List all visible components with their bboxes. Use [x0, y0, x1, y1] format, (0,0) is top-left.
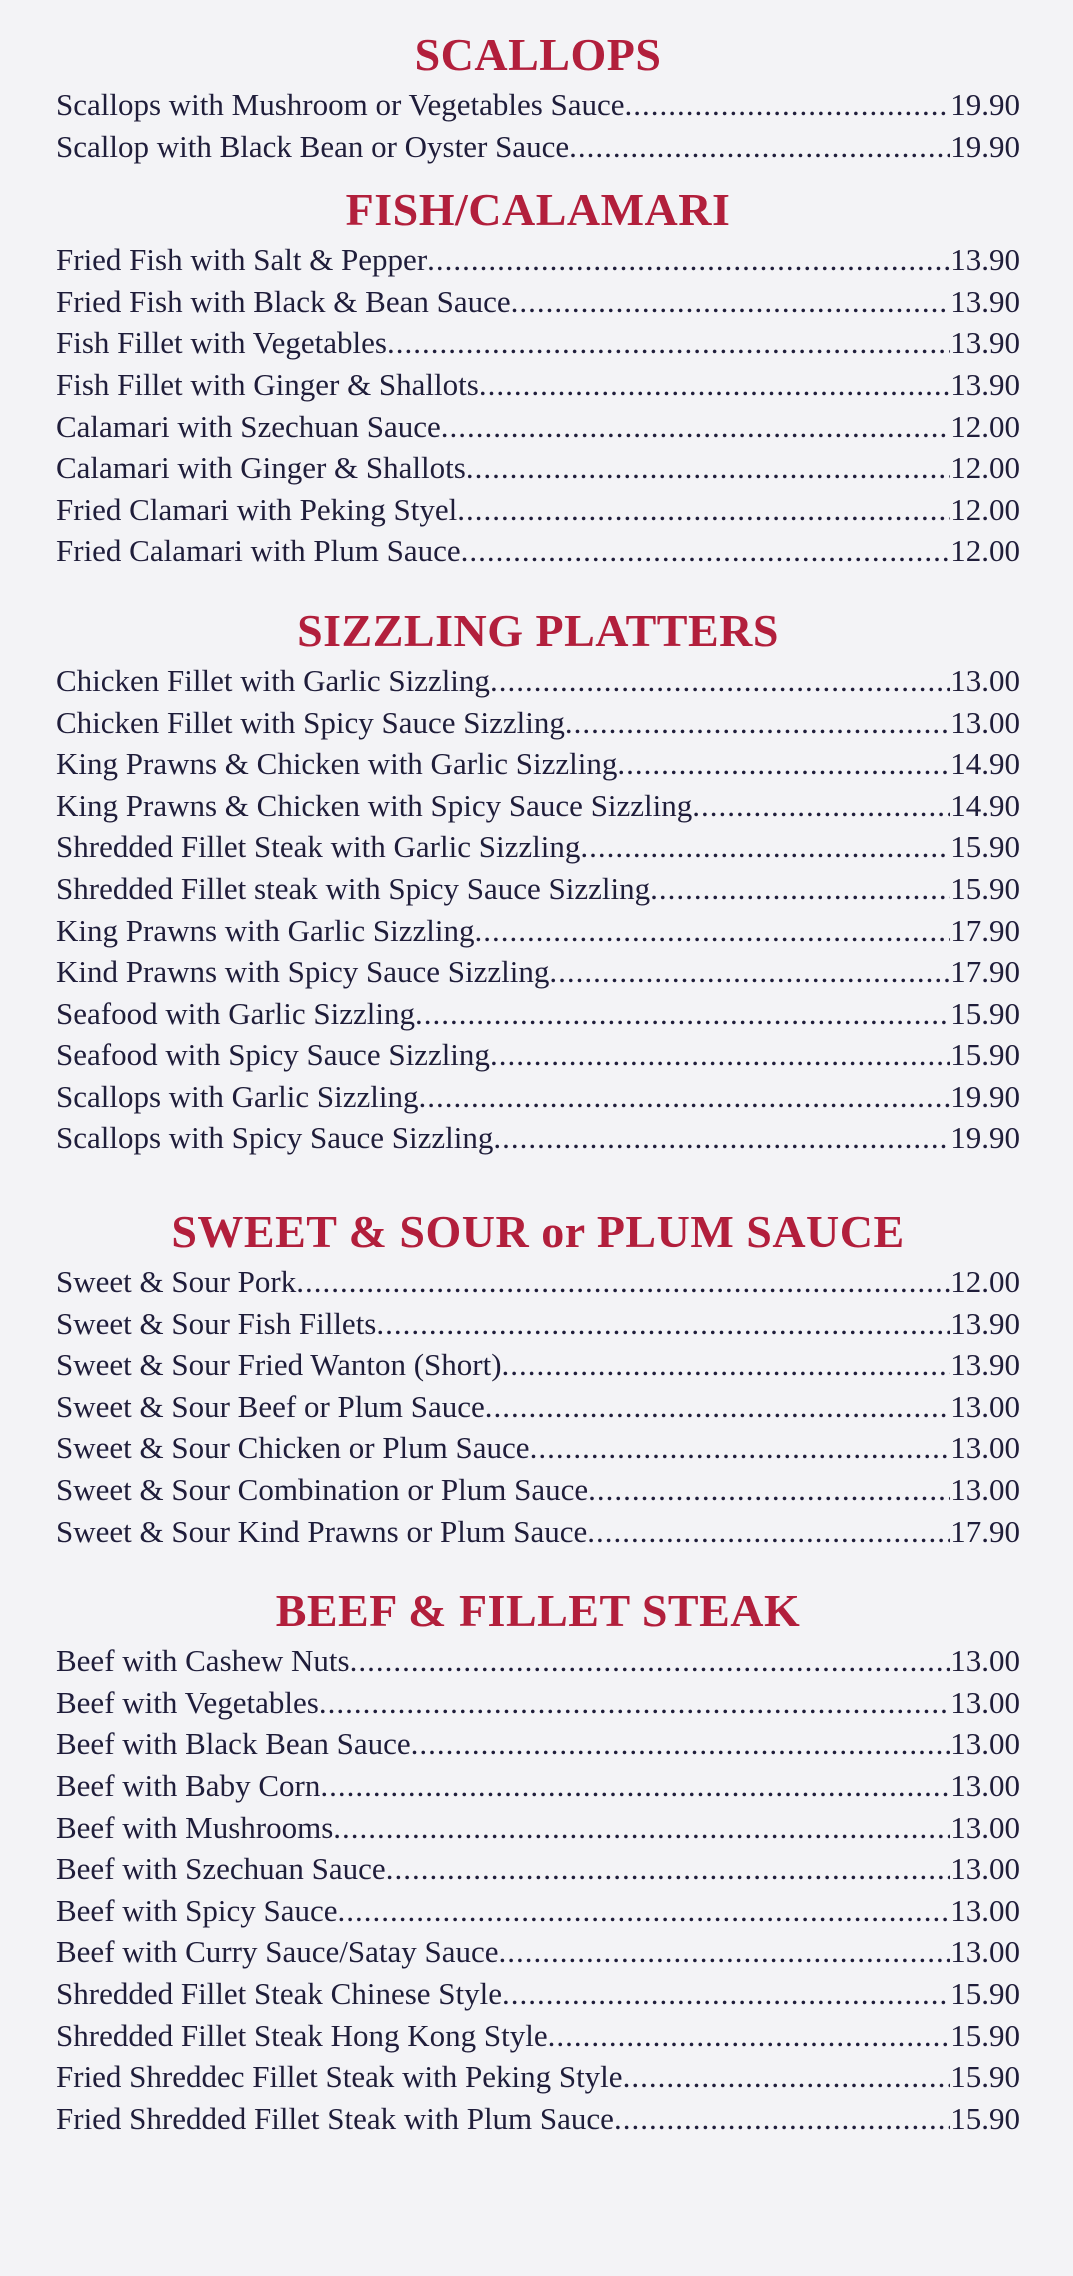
item-price: 19.90 — [950, 1078, 1020, 1114]
item-name: Chicken Fillet with Spicy Sauce Sizzling — [56, 704, 565, 740]
item-name: Fried Fish with Black & Bean Sauce — [56, 283, 511, 319]
dot-leader — [650, 868, 950, 910]
item-name: Scallops with Spicy Sauce Sizzling — [56, 1120, 494, 1156]
item-price: 19.90 — [950, 87, 1020, 122]
section-gap — [56, 167, 1020, 181]
menu-item — [56, 1973, 1020, 2015]
item-price: 13.00 — [950, 1726, 1020, 1762]
section-title: SCALLOPS — [414, 29, 662, 80]
item-name: Fried Calamari with Plum Sauce — [56, 533, 461, 569]
menu-item — [56, 364, 1020, 406]
menu-item — [56, 743, 1020, 785]
item-price: 13.90 — [950, 366, 1020, 402]
item-price: 13.00 — [950, 662, 1020, 698]
dot-leader — [320, 1765, 950, 1807]
dot-leader — [569, 126, 950, 168]
item-name: King Prawns & Chicken with Garlic Sizzling — [56, 746, 618, 782]
menu-item — [56, 785, 1020, 827]
dot-leader — [411, 1723, 951, 1765]
item-name: Beef with Baby Corn — [56, 1768, 321, 1803]
menu-item — [56, 2015, 1020, 2057]
item-name: Fried Shreddec Fillet Steak with Peking Style — [56, 2059, 623, 2095]
item-price: 13.90 — [950, 283, 1020, 319]
item-price: 15.90 — [950, 2017, 1020, 2053]
item-list — [56, 1640, 1020, 2139]
dot-leader — [617, 743, 950, 785]
item-name: Seafood with Garlic Sizzling — [56, 995, 415, 1031]
menu-item — [56, 1640, 1020, 1682]
item-name: Calamari with Szechuan Sauce — [56, 408, 441, 444]
dot-leader — [580, 826, 950, 868]
item-name: Shredded Fillet Steak Hong Kong Style — [56, 2017, 548, 2053]
item-name: Chicken Fillet with Garlic Sizzling — [56, 662, 490, 698]
item-name: Fried Clamari with Peking Styel — [56, 491, 458, 527]
item-price: 13.00 — [950, 704, 1020, 740]
dot-leader — [623, 2056, 951, 2098]
menu-item — [56, 2056, 1020, 2098]
menu-item — [56, 1511, 1020, 1553]
item-name: Sweet & Sour Kind Prawns or Plum Sauce — [56, 1513, 588, 1549]
item-price: 13.00 — [950, 1430, 1020, 1466]
item-name: Kind Prawns with Spicy Sauce Sizzling — [56, 954, 550, 990]
menu-item — [56, 447, 1020, 489]
item-name: Sweet & Sour Fish Fillets — [56, 1305, 377, 1341]
item-name: King Prawns with Garlic Sizzling — [56, 912, 475, 948]
menu-item — [56, 951, 1020, 993]
dot-leader — [502, 1973, 950, 2015]
dot-leader — [498, 1931, 950, 1973]
item-name: Scallop with Black Bean or Oyster Sauce — [56, 128, 570, 164]
menu-item — [56, 239, 1020, 281]
item-price: 12.00 — [950, 491, 1020, 527]
item-name: Beef with Cashew Nuts — [56, 1643, 350, 1679]
item-price: 12.00 — [950, 450, 1020, 486]
dot-leader — [614, 2098, 950, 2140]
menu-item — [56, 2098, 1020, 2140]
item-price: 17.90 — [950, 954, 1020, 990]
dot-leader — [485, 1386, 950, 1428]
dot-leader — [490, 1034, 950, 1076]
item-price: 12.00 — [950, 533, 1020, 569]
item-name: Beef with Szechuan Sauce — [56, 1851, 386, 1887]
menu-item — [56, 826, 1020, 868]
item-price: 14.90 — [950, 787, 1020, 823]
menu-item — [56, 1303, 1020, 1345]
menu-item — [56, 702, 1020, 744]
dot-leader — [418, 1076, 950, 1118]
item-price: 15.90 — [950, 829, 1020, 865]
item-price: 14.90 — [950, 746, 1020, 782]
item-name: Shredded Fillet Steak with Garlic Sizzling — [56, 829, 581, 865]
menu-item — [56, 910, 1020, 952]
menu-item — [56, 406, 1020, 448]
menu-item — [56, 1723, 1020, 1765]
item-name: Beef with Spicy Sauce — [56, 1892, 338, 1928]
dot-leader — [461, 530, 951, 572]
item-name: Fish Fillet with Vegetables — [56, 325, 387, 361]
item-name: Shredded Fillet Steak Chinese Style — [56, 1975, 503, 2011]
item-price: 17.90 — [950, 912, 1020, 948]
menu-item — [56, 322, 1020, 364]
item-price: 13.00 — [950, 1388, 1020, 1424]
dot-leader — [474, 910, 950, 952]
dot-leader — [415, 993, 950, 1035]
menu-item — [56, 1765, 1020, 1807]
section-gap — [56, 572, 1020, 602]
item-name: Shredded Fillet steak with Spicy Sauce Sizzling — [56, 870, 651, 906]
item-price: 13.90 — [950, 1305, 1020, 1341]
item-price: 12.00 — [950, 1264, 1020, 1300]
dot-leader — [376, 1303, 950, 1345]
menu-item — [56, 1807, 1020, 1849]
item-price: 13.00 — [950, 1643, 1020, 1679]
menu-item — [56, 84, 1020, 126]
dot-leader — [692, 785, 950, 827]
menu-item — [56, 1682, 1020, 1724]
menu-item — [56, 1344, 1020, 1386]
dot-leader — [479, 364, 950, 406]
item-name: Beef with Curry Sauce/Satay Sauce — [56, 1934, 499, 1970]
item-price: 15.90 — [950, 1037, 1020, 1073]
dot-leader — [511, 281, 951, 323]
dot-leader — [565, 702, 950, 744]
dot-leader — [427, 239, 950, 281]
item-name: Seafood with Spicy Sauce Sizzling — [56, 1037, 490, 1073]
item-list — [56, 1261, 1020, 1552]
item-price: 19.90 — [950, 128, 1020, 164]
item-name: Fish Fillet with Ginger & Shallots — [56, 366, 479, 402]
section-fish-calamari — [56, 181, 1020, 572]
dot-leader — [548, 2015, 951, 2057]
menu-item — [56, 126, 1020, 168]
item-name: Scallops with Garlic Sizzling — [56, 1078, 419, 1114]
menu-item — [56, 1931, 1020, 1973]
item-name: Sweet & Sour Combination or Plum Sauce — [56, 1472, 589, 1508]
menu-item — [56, 530, 1020, 572]
menu-item — [56, 1261, 1020, 1303]
menu-item — [56, 1386, 1020, 1428]
item-name: King Prawns & Chicken with Spicy Sauce Sizzling — [56, 787, 693, 823]
section-sweet-sour — [56, 1203, 1020, 1552]
item-price: 13.90 — [950, 1347, 1020, 1383]
item-name: Sweet & Sour Pork — [56, 1264, 297, 1300]
section-gap — [56, 1552, 1020, 1582]
section-beef-fillet-steak — [56, 1582, 1020, 2139]
section-sizzling-platters — [56, 602, 1020, 1159]
item-price: 15.90 — [950, 870, 1020, 906]
dot-leader — [387, 322, 950, 364]
menu-item — [56, 489, 1020, 531]
menu-item — [56, 1034, 1020, 1076]
item-name: Scallops with Mushroom or Vegetables Sauce — [56, 87, 625, 122]
dot-leader — [457, 489, 950, 531]
section-scallops — [56, 26, 1020, 167]
dot-leader — [466, 447, 950, 489]
section-title: BEEF & FILLET STEAK — [275, 1585, 801, 1637]
dot-leader — [490, 660, 950, 702]
item-price: 12.00 — [950, 408, 1020, 444]
menu-item — [56, 1427, 1020, 1469]
menu-page — [56, 26, 1020, 2139]
dot-leader — [386, 1848, 951, 1890]
item-name: Calamari with Ginger & Shallots — [56, 450, 466, 486]
menu-item — [56, 1469, 1020, 1511]
section-title: SIZZLING PLATTERS — [297, 604, 779, 656]
item-name: Sweet & Sour Chicken or Plum Sauce — [56, 1430, 530, 1466]
section-title: SWEET & SOUR or PLUM SAUCE — [171, 1206, 905, 1258]
dot-leader — [588, 1469, 950, 1511]
menu-item — [56, 1848, 1020, 1890]
item-price: 13.00 — [950, 1851, 1020, 1887]
menu-item — [56, 660, 1020, 702]
item-name: Fried Shredded Fillet Steak with Plum Sauce — [56, 2100, 614, 2136]
dot-leader — [493, 1117, 950, 1159]
dot-leader — [319, 1682, 950, 1724]
menu-item — [56, 1076, 1020, 1118]
item-list — [56, 239, 1020, 572]
section-title: FISH/CALAMARI — [345, 184, 731, 236]
item-price: 17.90 — [950, 1513, 1020, 1549]
menu-item — [56, 1890, 1020, 1932]
item-name: Fried Fish with Salt & Pepper — [56, 242, 428, 278]
item-price: 13.00 — [950, 1684, 1020, 1720]
dot-leader — [587, 1511, 950, 1553]
item-price: 15.90 — [950, 1975, 1020, 2011]
item-price: 13.00 — [950, 1472, 1020, 1508]
dot-leader — [296, 1261, 950, 1303]
item-name: Beef with Black Bean Sauce — [56, 1726, 411, 1762]
section-gap — [56, 1159, 1020, 1203]
dot-leader — [333, 1807, 950, 1849]
item-price: 15.90 — [950, 2059, 1020, 2095]
item-price: 13.00 — [950, 1892, 1020, 1928]
dot-leader — [441, 406, 950, 448]
dot-leader — [549, 951, 950, 993]
item-price: 13.00 — [950, 1809, 1020, 1845]
menu-item — [56, 993, 1020, 1035]
dot-leader — [530, 1427, 951, 1469]
item-list — [56, 84, 1020, 167]
item-price: 13.90 — [950, 242, 1020, 278]
item-name: Sweet & Sour Beef or Plum Sauce — [56, 1388, 485, 1424]
item-price: 13.00 — [950, 1934, 1020, 1970]
item-list — [56, 660, 1020, 1159]
item-price: 13.00 — [950, 1768, 1020, 1803]
item-price: 15.90 — [950, 2100, 1020, 2136]
item-price: 19.90 — [950, 1120, 1020, 1156]
item-name: Beef with Mushrooms — [56, 1809, 334, 1845]
item-name: Sweet & Sour Fried Wanton (Short) — [56, 1347, 502, 1383]
item-price: 13.90 — [950, 325, 1020, 361]
item-price: 15.90 — [950, 995, 1020, 1031]
dot-leader — [502, 1344, 951, 1386]
dot-leader — [338, 1890, 951, 1932]
dot-leader — [350, 1640, 951, 1682]
dot-leader — [625, 84, 951, 126]
menu-item — [56, 1117, 1020, 1159]
item-name: Beef with Vegetables — [56, 1684, 319, 1720]
menu-item — [56, 868, 1020, 910]
menu-item — [56, 281, 1020, 323]
